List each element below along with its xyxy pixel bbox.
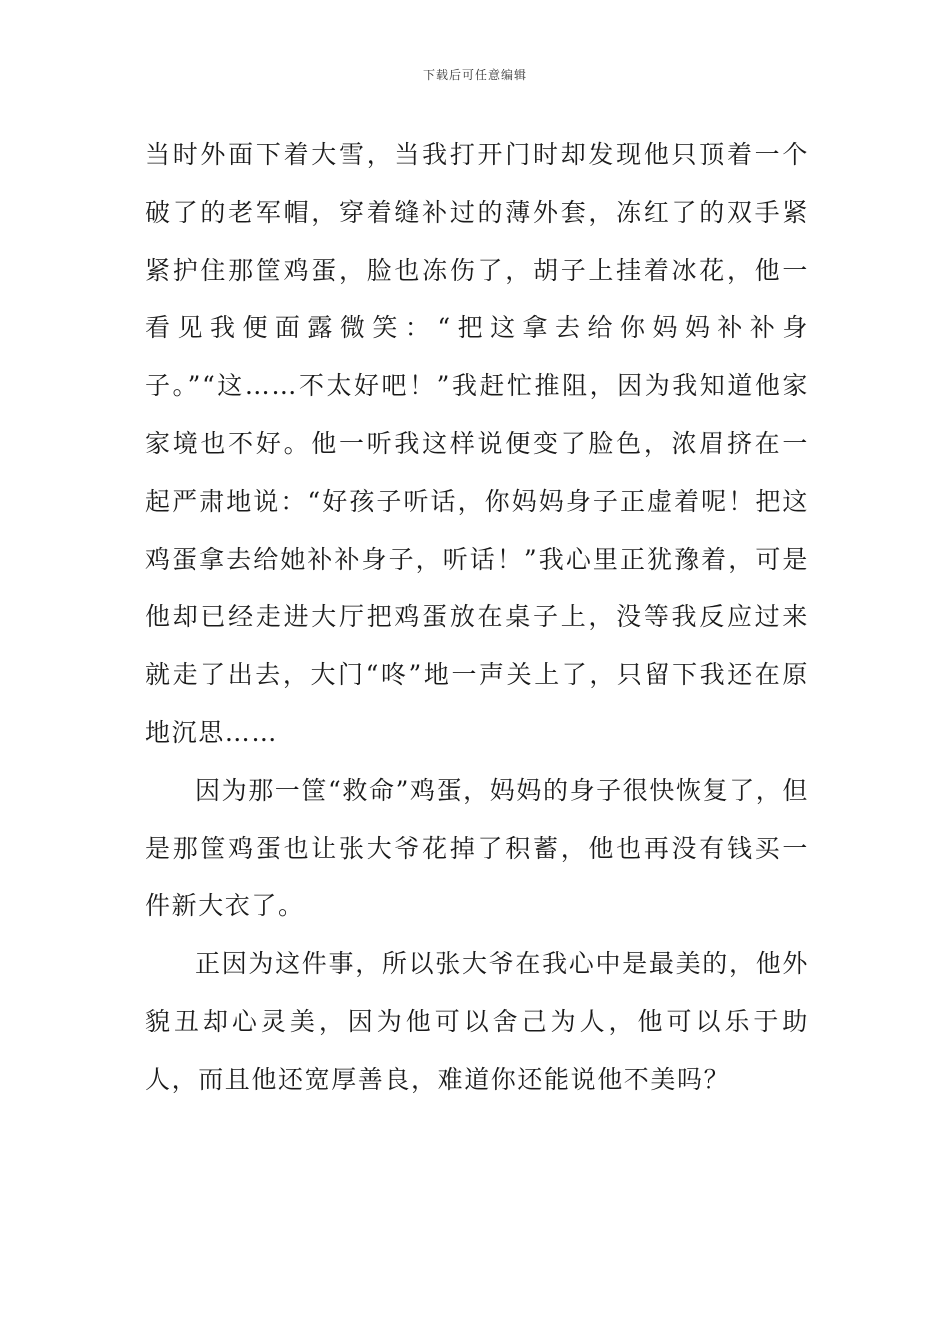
paragraph-3: 正因为这件事，所以张大爷在我心中是最美的，他外貌丑却心灵美，因为他可以舍己为人，他可以乐于助人，而且他还宽厚善良，难道你还能说他不美吗？ — [145, 949, 809, 1094]
document-body — [145, 126, 809, 1109]
paragraph-2: 因为那一筐“救命”鸡蛋，妈妈的身子很快恢复了，但是那筐鸡蛋也让张大爷花掉了积蓄，他也再没有钱买一件新大衣了。 — [145, 775, 809, 921]
paragraph-1: 当时外面下着大雪，当我打开门时却发现他只顶着一个破了的老军帽，穿着缝补过的薄外套，冻红了的双手紧紧护住那筐鸡蛋，脸也冻伤了，胡子上挂着冰花，他一看见我便面露微笑：“把这拿去给你妈妈补补身子。”“这……不太好吧！”我赶忙推阻，因为我知道他家家境也不好。他一听我这样说便变了脸色，浓眉挤在一起严肃地说：“好孩子听话，你妈妈身子正虚着呢！把这鸡蛋拿去给她补补身子，听话！”我心里正犹豫着，可是他却已经走进大厅把鸡蛋放在桌子上，没等我反应过来就走了出去，大门“咚”地一声关上了，只留下我还在原地沉思…… — [145, 140, 809, 747]
header-note: 下载后可任意编辑 — [422, 68, 527, 82]
